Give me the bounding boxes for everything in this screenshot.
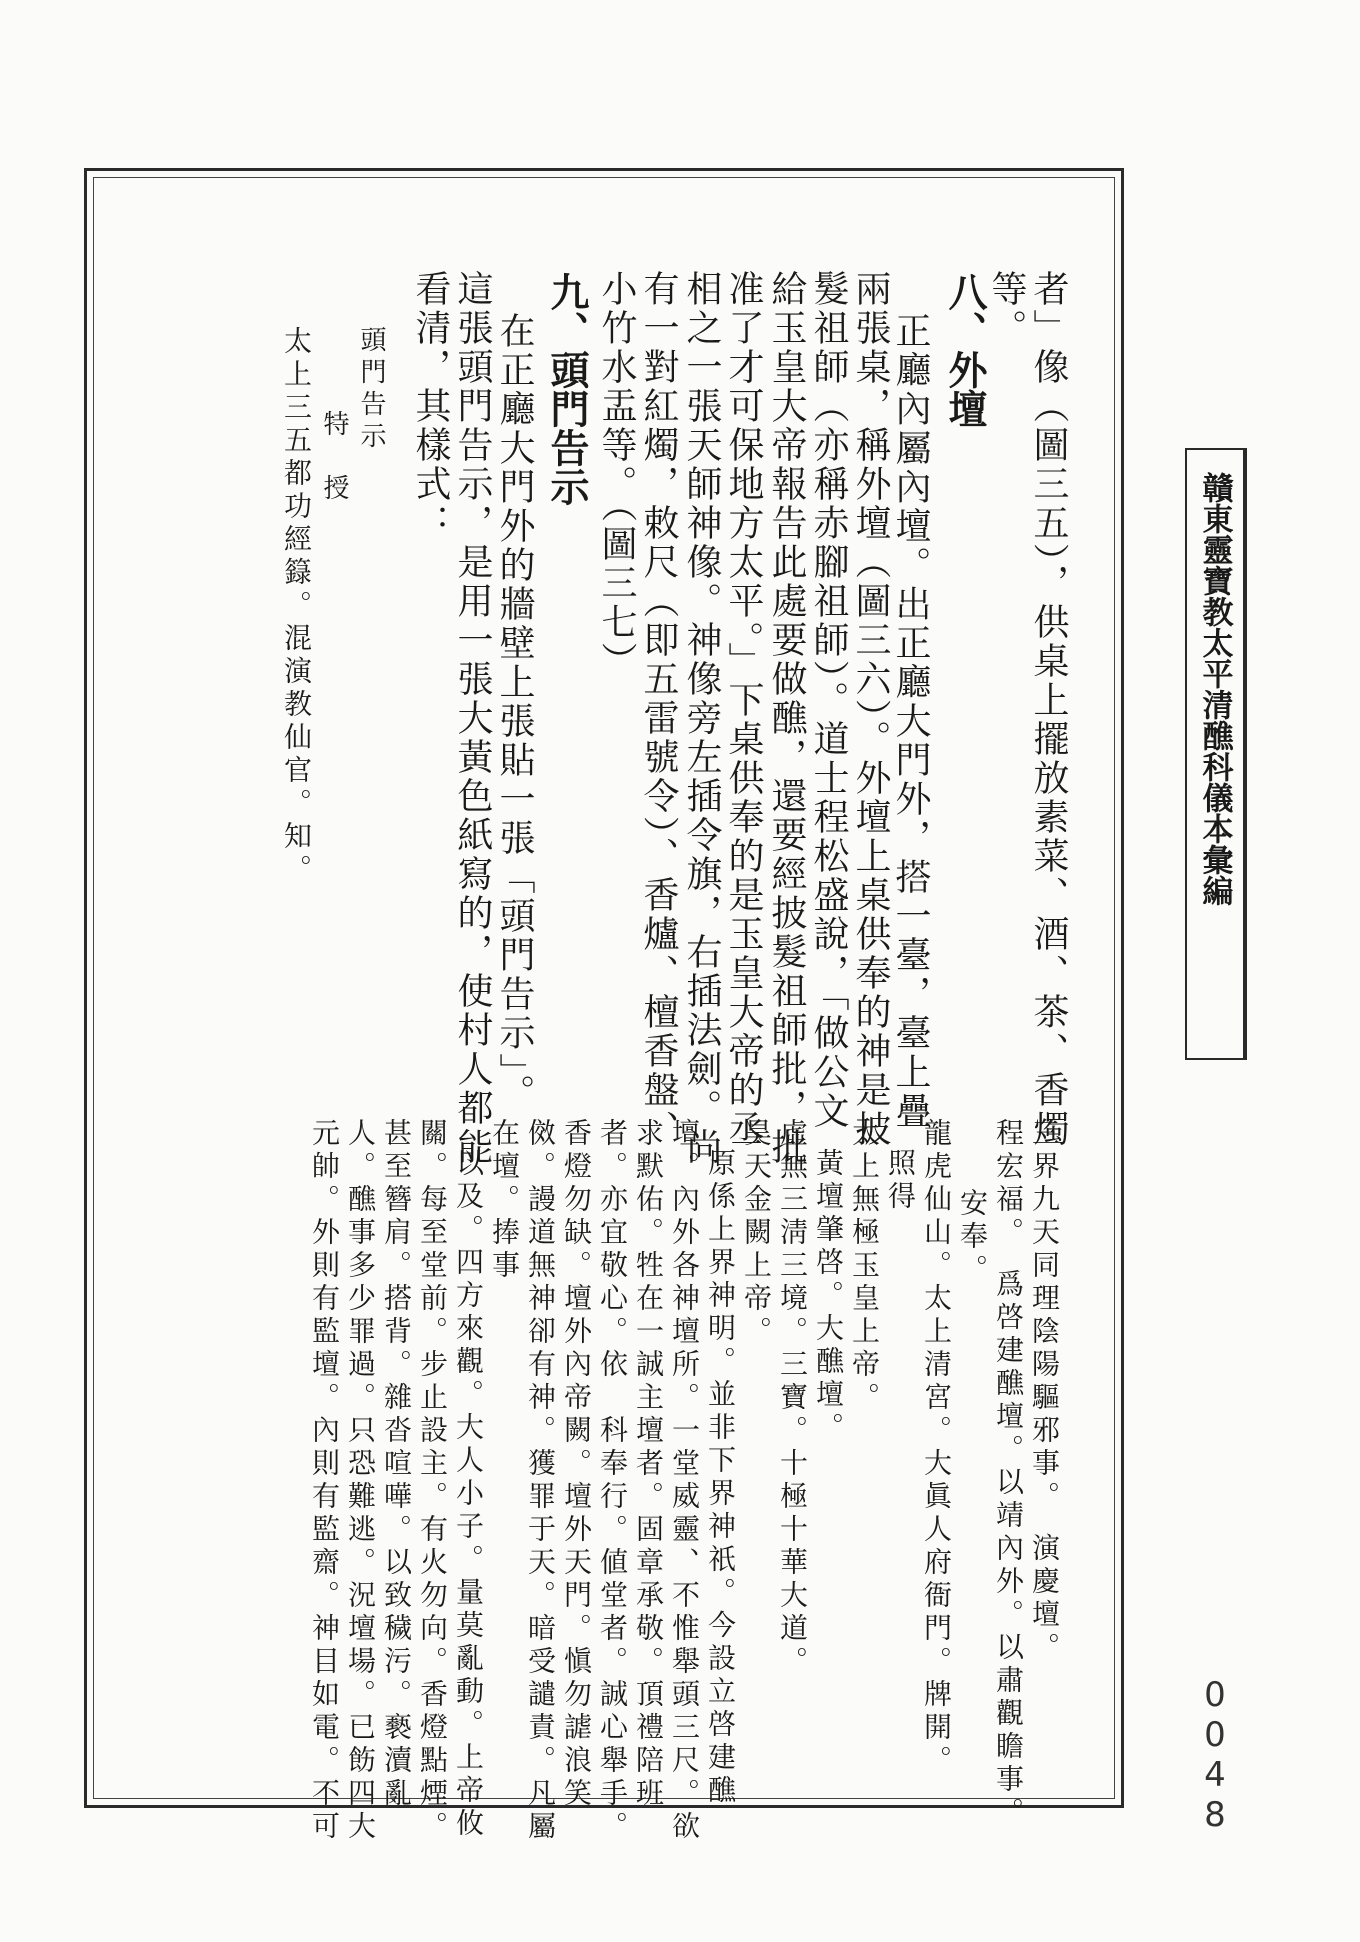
prose-line: 髮祖師（亦稱赤腳祖師）。道士程松盛說，「做公文 [808, 270, 849, 1131]
notice-line: 者。亦宜敬心。依 科奉行。値堂者。誠心舉手。 [596, 1118, 629, 1844]
notice-line: 在壇。捧事 [488, 1118, 521, 1283]
notice-line: 昊天金闕上帝。 [740, 1118, 773, 1349]
prose-line: 給玉皇大帝報告此處要做醮，還要經披髮祖師批，批 [766, 270, 807, 1167]
prose-line: 正廳內屬內壇。出正廳大門外，搭一臺，臺上疊 [890, 312, 931, 1131]
section-heading: 九、頭門告示 [544, 272, 590, 506]
prose-line: 有一對紅燭，敕尺（即五雷號令）、香爐、檀香盤、 [638, 270, 679, 1149]
notice-heading: 頭門告示 [356, 326, 386, 454]
notice-line: 安奉。 [956, 1188, 989, 1287]
notice-line: 關。每至堂前。步止設主。有火勿向。香燈點煙。 [416, 1118, 449, 1844]
notice-line: 元帥。外則有監壇。內則有監齋。神目如電。不可 [308, 1118, 341, 1844]
prose-line: 准了才可保地方太平。」下桌供奉的是玉皇大帝的丞 [723, 270, 764, 1149]
notice-line: 龍虎仙山。太上清宮。大眞人府衙門。牌開。 [920, 1118, 953, 1778]
prose-line: 這張頭門告示，是用一張大黃色紙寫的，使村人都能 [452, 270, 493, 1167]
prose-line: 相之一張天師神像。神像旁左插令旗，右插法劍。尚 [681, 270, 722, 1167]
notice-line: 原係上界神明。並非下界神祇。今設立啓建醮 [704, 1148, 737, 1808]
notice-line: 黃壇肇啓。大醮壇。 [812, 1148, 845, 1445]
prose-line: 等。 [986, 270, 1027, 348]
prose-line: 者」像（圖三五），供桌上擺放素菜、酒、茶、香燭 [1028, 270, 1069, 1149]
notice-line: 甚至簪肩。搭背。雜沓喧嘩。以致穢污。褻瀆亂 [380, 1118, 413, 1811]
notice-line: 太上無極玉皇上帝。 [848, 1118, 881, 1415]
prose-line: 小竹水盂等。（圖三七） [596, 270, 637, 681]
notice-line: 程宏福。 爲啓建醮壇。以靖內外。以肅觀瞻事。 [992, 1118, 1025, 1830]
book-title: 贛東靈寶教太平清醮科儀本彙編 [1196, 472, 1233, 906]
section-heading: 八、外壇 [942, 272, 988, 428]
book-title-box [1185, 448, 1247, 1060]
prose-line: 兩張桌，稱外壇（圖三六）。外壇上桌供奉的神是披 [850, 270, 891, 1149]
notice-line: 照得 [884, 1148, 917, 1214]
prose-line: 看清，其樣式： [410, 270, 451, 543]
notice-line: 太上三五都功經籙。混演教仙官。知。 [280, 326, 313, 887]
page-number: 0048 [1195, 1675, 1235, 1835]
notice-line: 以及。四方來觀。大人小子。量莫亂動。上帝攸 [452, 1148, 485, 1841]
notice-line: 求默佑。牲在一誠主壇者。固章承敬。頂禮陪班 [632, 1118, 665, 1811]
notice-line: 虛無三淸三境。三寶。十極十華大道。 [776, 1118, 809, 1679]
notice-line: 人。醮事多少罪過。只恐難逃。況壇場。已飭四大 [344, 1118, 377, 1844]
notice-line: 香燈勿缺。壇外內帝闕。壇外天門。愼勿謔浪笑 [560, 1118, 593, 1811]
notice-line: 三界九天同理陰陽驅邪事。 演慶壇。 [1028, 1118, 1061, 1665]
prose-line: 在正廳大門外的牆壁上張貼一張「頭門告示」。 [494, 312, 535, 1113]
notice-special-grant: 特 授 [319, 410, 349, 506]
notice-line: 壇。內外各神壇所。一堂威靈、不惟舉頭三尺。欲 [668, 1118, 701, 1844]
notice-line: 傚。謾道無神卻有神。獲罪于天。暗受譴責。凡屬 [524, 1118, 557, 1844]
